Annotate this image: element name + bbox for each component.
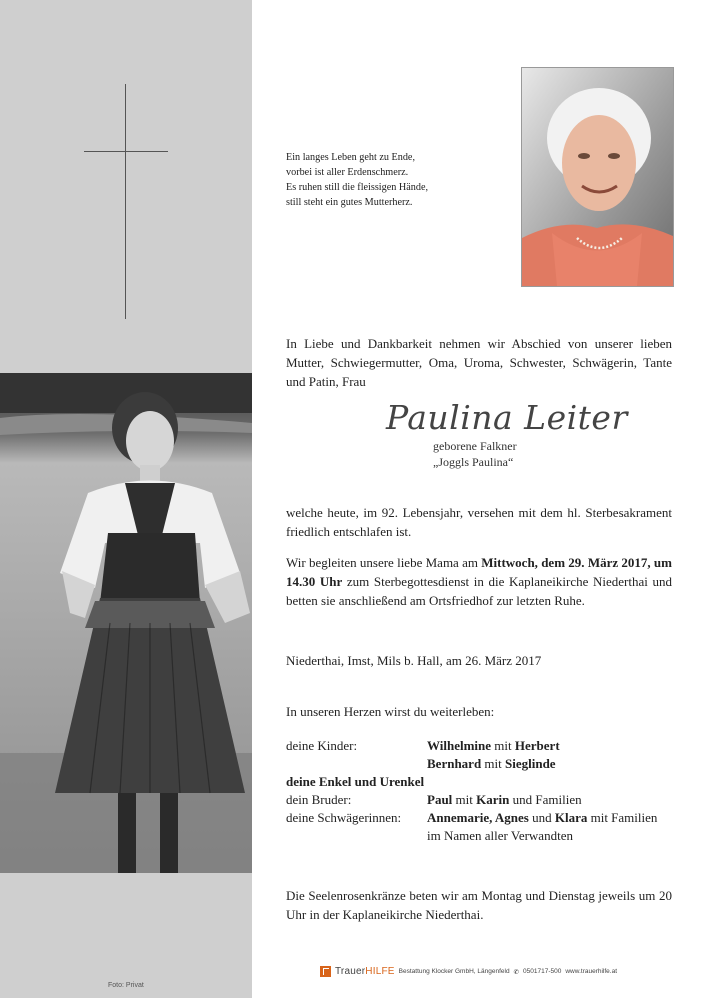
rosary-notice: Die Seelenrosenkränze beten wir am Montag und Dienstag jeweils um 20 Uhr in der Kaplaneikirche Niederthai. [286, 888, 672, 922]
grandchildren: deine Enkel und Urenkel [286, 774, 425, 789]
inlaws-line: Annemarie, Agnes und Klara mit Familien [427, 810, 658, 825]
poem-line: still steht ein gutes Mutterherz. [286, 197, 413, 208]
death-notice: welche heute, im 92. Lebensjahr, versehen mit dem hl. Sterbesakrament friedlich entschlafen ist. [286, 505, 672, 539]
intro-text: In Liebe und Dankbarkeit nehmen wir Abschied von unserer lieben Mutter, Schwiegermutter, Oma, Uroma, Schwester, Schwägerin, Tante und Patin, Frau [286, 336, 672, 389]
children-line-1: Wilhelmine mit Herbert [427, 738, 560, 753]
young-photo [0, 373, 252, 873]
deceased-name: Paulina Leiter [386, 398, 628, 437]
cross-icon [125, 84, 126, 319]
funeral-post: zum Sterbegottesdienst in die Kaplaneikirche Niederthai und betten sie anschließend am Ortsfriedhof zur letzten Ruhe. [286, 574, 672, 608]
poem [286, 150, 428, 210]
children-line-2: Bernhard mit Sieglinde [427, 756, 556, 771]
trauerhilfe-logo-icon [320, 966, 331, 977]
nickname: „Joggls Paulina“ [433, 455, 514, 469]
brother-line: Paul mit Karin und Familien [427, 792, 582, 807]
poem-line: vorbei ist aller Erdenschmerz. [286, 167, 409, 178]
portrait-photo [521, 67, 674, 287]
company-name: Bestattung Klocker GmbH, Längenfeld [398, 968, 510, 975]
children-label: deine Kinder: [286, 738, 358, 753]
brand-name: TrauerHILFE [335, 966, 395, 977]
brother-label: dein Bruder: [286, 792, 352, 807]
phone-icon: ✆ [513, 968, 520, 976]
funeral-notice [286, 553, 672, 610]
footer [320, 966, 617, 977]
poem-line: Es ruhen still die fleissigen Hände, [286, 182, 429, 193]
birth-info [433, 438, 517, 470]
cross-icon-bar [84, 151, 168, 152]
funeral-date-time: Mittwoch, dem 29. März 2017, um 14.30 Uhr [286, 555, 672, 589]
phone: 0501717-500 [523, 968, 562, 975]
web-link[interactable]: www.trauerhilfe.at [565, 968, 618, 975]
inlaws-label: deine Schwägerinnen: [286, 810, 402, 825]
relatives-line: im Namen aller Verwandten [427, 828, 573, 843]
photo-credit: Foto: Privat [108, 982, 144, 989]
place-date: Niederthai, Imst, Mils b. Hall, am 26. März 2017 [286, 653, 542, 668]
poem-line: Ein langes Leben geht zu Ende, [286, 152, 415, 163]
memory-line: In unseren Herzen wirst du weiterleben: [286, 704, 495, 719]
birth-name: geborene Falkner [433, 439, 517, 453]
left-panel [0, 0, 252, 998]
funeral-pre: Wir begleiten unsere liebe Mama am [286, 555, 482, 570]
